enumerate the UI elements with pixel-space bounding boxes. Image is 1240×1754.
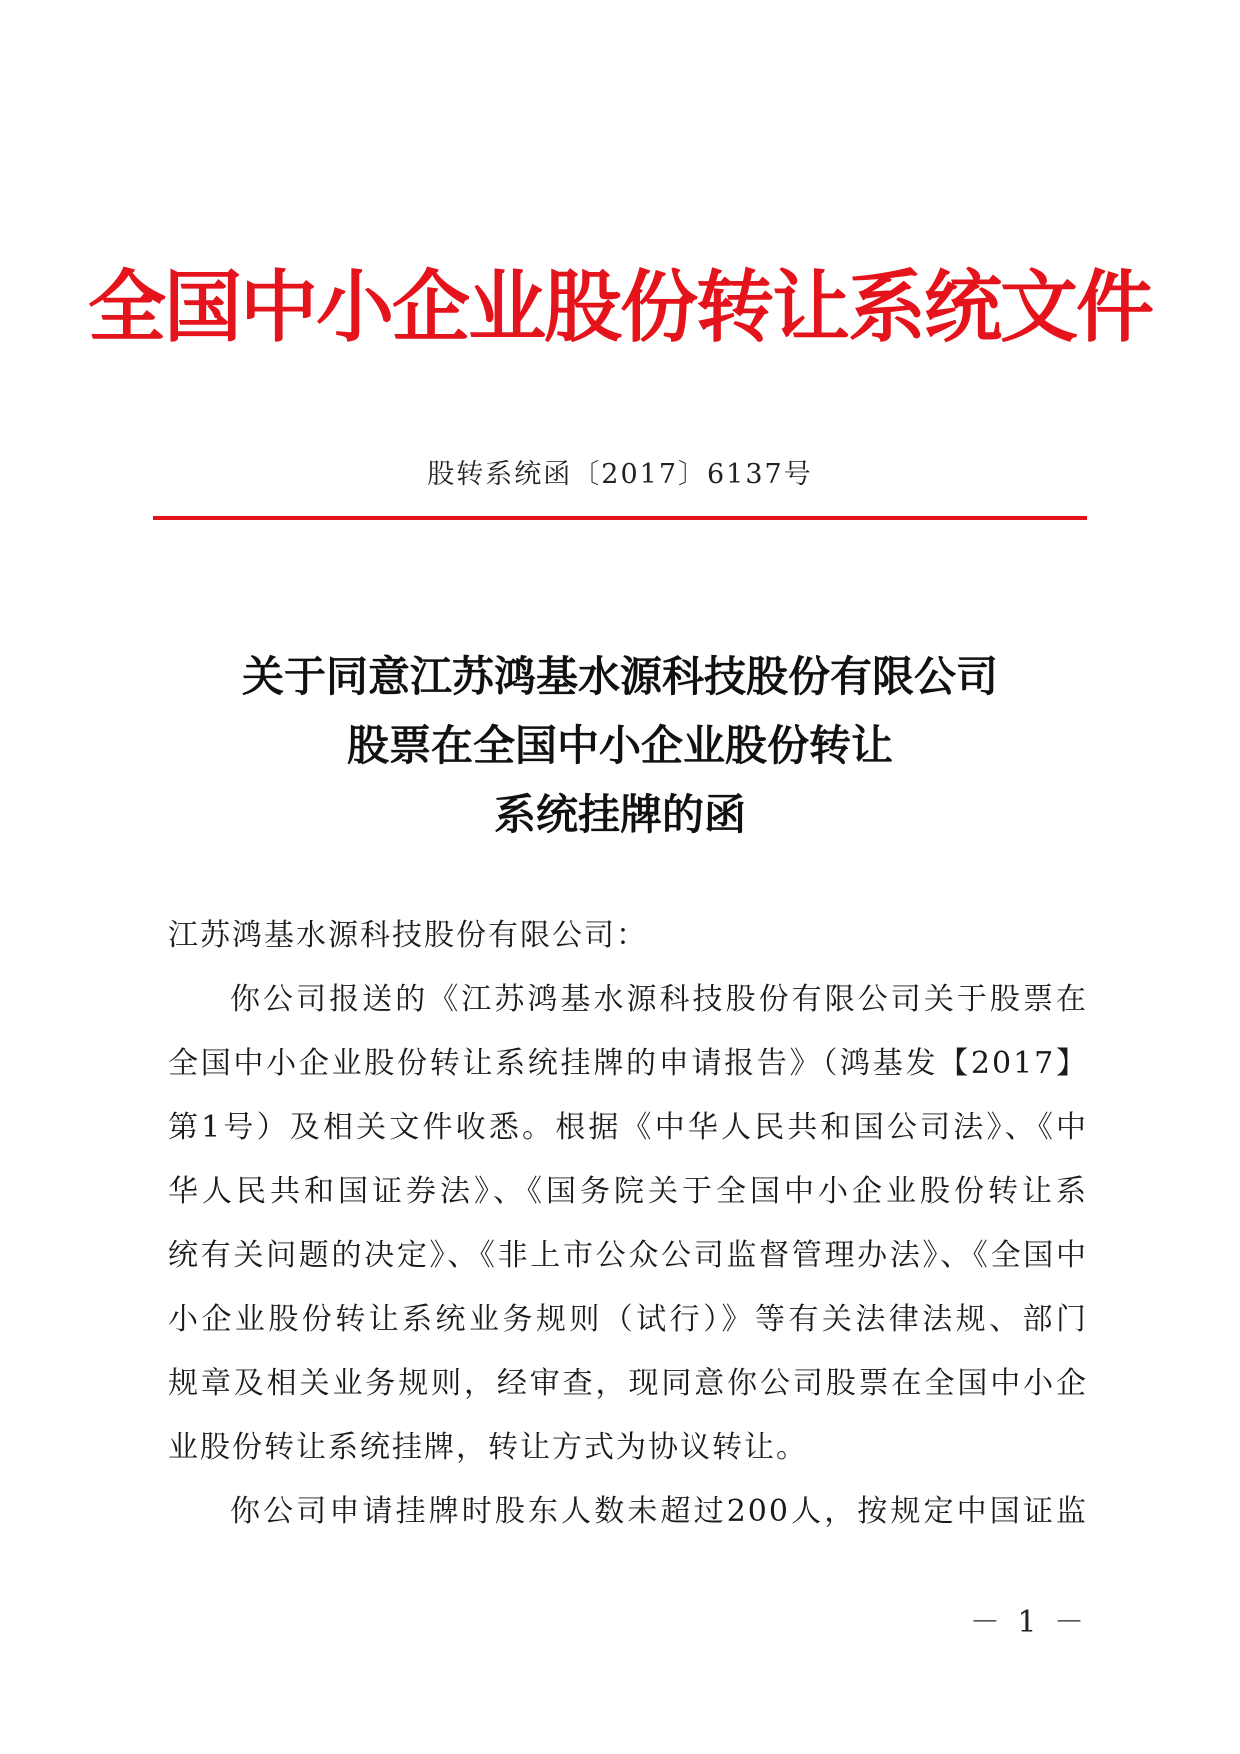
letter-title	[0, 642, 1240, 849]
document-number: 股转系统函〔2017〕6137号	[427, 459, 813, 490]
body-line-7: 规章及相关业务规则，经审查，现同意你公司股票在全国中小企	[168, 1366, 1088, 1401]
body-line-5: 统有关问题的决定》、《非上市公众公司监督管理办法》、《全国中	[168, 1238, 1088, 1273]
body-line-3: 第1号）及相关文件收悉。根据《中华人民共和国公司法》、《中	[168, 1110, 1088, 1145]
document-header-title: 全国中小企业股份转让系统文件	[87, 262, 1152, 353]
salutation: 江苏鸿基水源科技股份有限公司：	[168, 918, 648, 953]
letter-title-line-3: 系统挂牌的函	[493, 790, 746, 839]
page-number: － 1 －	[969, 1605, 1088, 1640]
body-line-6: 小企业股份转让系统业务规则（试行）》等有关法律法规、部门	[168, 1302, 1088, 1337]
letter-title-line-1: 关于同意江苏鸿基水源科技股份有限公司	[241, 652, 998, 701]
body-line-4: 华人民共和国证券法》、《国务院关于全国中小企业股份转让系	[168, 1174, 1088, 1209]
body-line-9: 你公司申请挂牌时股东人数未超过200人，按规定中国证监	[230, 1494, 1088, 1529]
letter-title-line-2: 股票在全国中小企业股份转让	[346, 721, 893, 770]
letter-body	[168, 904, 1088, 1544]
body-line-2: 全国中小企业股份转让系统挂牌的申请报告》（鸿基发【2017】	[168, 1046, 1088, 1081]
body-line-8: 业股份转让系统挂牌，转让方式为协议转让。	[168, 1430, 808, 1465]
header-divider	[153, 516, 1087, 520]
body-line-1: 你公司报送的《江苏鸿基水源科技股份有限公司关于股票在	[230, 982, 1088, 1017]
